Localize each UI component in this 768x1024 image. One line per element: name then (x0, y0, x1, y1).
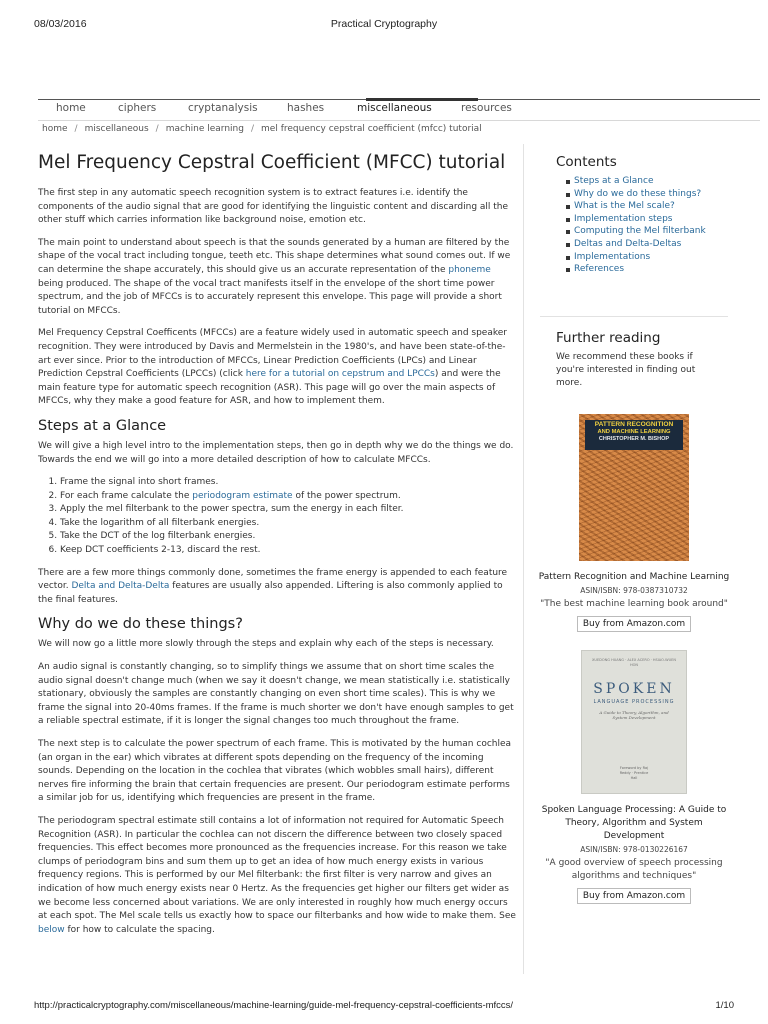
steps-list (38, 476, 516, 558)
nav-ciphers[interactable]: ciphers (118, 102, 157, 114)
book-quote: "The best machine learning book around" (540, 598, 728, 609)
breadcrumb-separator: / (250, 124, 255, 134)
cover-authors: XUEDONG HUANG · ALEX ACERO · HSIAO-WUEN HON (592, 657, 676, 667)
text-span: There are a few more things commonly done, sometimes the frame energy is appended to each feature vector. (38, 567, 508, 592)
print-date: 08/03/2016 (34, 18, 87, 30)
text-span: For each frame calculate the (60, 490, 193, 501)
breadcrumb-separator: / (155, 124, 159, 134)
why-paragraph-4 (38, 815, 516, 937)
cover-title-band (585, 420, 683, 450)
cover-title-word: SPOKEN (593, 680, 675, 697)
nav-hashes[interactable]: hashes (287, 102, 325, 114)
book-card-bishop (534, 414, 734, 632)
deltas-link[interactable]: Delta and Delta-Delta (71, 581, 170, 592)
why-paragraph-1: We will now go a little more slowly through the steps and explain why each of the steps is necessary. (38, 639, 494, 650)
cover-title-line: PATTERN RECOGNITION (594, 420, 674, 428)
step-item: 6. Keep DCT coefficients 2-13, discard the rest. (60, 544, 516, 558)
further-reading-text: We recommend these books if you're interested in finding out more. (556, 351, 696, 388)
toc-item-filterbank[interactable]: Computing the Mel filterbank (574, 225, 720, 238)
below-link[interactable]: below (38, 924, 65, 935)
why-paragraph-3: The next step is to calculate the power spectrum of each frame. This is motivated by the human cochlea (an organ in the ear) which vibrates at different spots depending on the frequency of the incoming sounds. Depending on the location in the cochlea that vibrates (which wobbles small hairs), different nerves fire informing the brain that certain frequencies are present. Our periodogram estimate performs a similar job for us, identifying which frequencies are present in the frame. (38, 739, 512, 804)
cover-publisher: Foreword by Raj Reddy · Prentice Hall (619, 765, 649, 780)
toc-item-why[interactable]: Why do we do these things? (574, 188, 720, 201)
text-span: The periodogram spectral estimate still contains a lot of information not required for Automatic Speech Recognition (ASR). In particular the cochlea can not discern the difference between two closely spaced frequencies. This effect becomes more pronounced as the frequencies increase. For this reason we take clumps of periodogram bins and sum them up to get an idea of how much energy exists in various frequency regions. This is performed by our Mel filterbank: the first filter is very narrow and gives an indication of how much energy exists near 0 Hertz. As the frequencies get higher our filters get wider as we become less concerned about variations. We are only interested in roughly how much energy occurs at each spot. The Mel scale tells us exactly how to space our filterbanks and how wide to make them. See (38, 815, 516, 922)
step-item: 1. Frame the signal into short frames. (60, 476, 516, 490)
intro-paragraph-3 (38, 327, 516, 409)
text-span: The main point to understand about speech is that the sounds generated by a human are filtered by the shape of the vocal tract including tongue, teeth etc. This shape determines what sound comes out. If we can determine the shape accurately, this should give us an accurate representation of the (38, 237, 511, 275)
toc-item-steps[interactable]: Steps at a Glance (574, 175, 720, 188)
book-card-spoken-language (534, 650, 734, 904)
cover-author-line: CHRISTOPHER M. BISHOP (598, 435, 670, 442)
breadcrumb-home[interactable]: home (42, 124, 68, 134)
sidebar-divider (540, 316, 728, 317)
further-reading-heading: Further reading (556, 329, 661, 346)
periodogram-link[interactable]: periodogram estimate (192, 490, 293, 501)
book-quote: "A good overview of speech processing algorithms and techniques" (545, 857, 723, 881)
article (38, 152, 516, 946)
toc-item-deltas[interactable]: Deltas and Delta-Deltas (574, 238, 720, 251)
breadcrumb-current: mel frequency cepstral coefficient (mfcc) tutorial (261, 124, 482, 134)
nav-resources[interactable]: resources (461, 102, 512, 114)
buy-amazon-button[interactable]: Buy from Amazon.com (577, 888, 691, 904)
print-page-number: 1/10 (715, 1000, 734, 1011)
buy-amazon-button[interactable]: Buy from Amazon.com (577, 616, 691, 632)
cover-subtitle: A Guide to Theory, Algorithm, and System Development (599, 709, 669, 720)
book-title: Pattern Recognition and Machine Learning (538, 571, 730, 582)
breadcrumb-separator: / (74, 124, 78, 134)
sidebar (538, 154, 730, 904)
book-asin: ASIN/ISBN: 978-0130226167 (580, 844, 688, 854)
steps-after-paragraph (38, 567, 516, 608)
print-title: Practical Cryptography (330, 18, 438, 30)
nav-cryptanalysis[interactable]: cryptanalysis (188, 102, 258, 114)
step-item: 5. Take the DCT of the log filterbank energies. (60, 530, 516, 544)
text-span: features are usually also appended. Liftering is also commonly applied to the final features. (38, 581, 503, 605)
nav-active-indicator (366, 98, 478, 101)
text-span: Mel Frequency Cepstral Coefficents (MFCCs) are a feature widely used in automatic speech and speaker recognition. They were introduced by Davis and Mermelstein in the 1980's, and have been state-of-the-art ever since. Prior to the introduction of MFCCs, Linear Prediction Coefficients (LPCs) and Linear Prediction Cepstral Coefficients (LPCCs) (click (38, 328, 507, 380)
phoneme-link[interactable]: phoneme (448, 264, 491, 275)
intro-paragraph-1: The first step in any automatic speech recognition system is to extract features i.e. identify the components of the audio signal that are good for identifying the linguistic content and discarding all the other stuff which carries information like background noise, emotion etc. (38, 188, 509, 226)
table-of-contents (574, 175, 720, 276)
toc-item-references[interactable]: References (574, 263, 720, 276)
steps-intro: We will give a high level intro to the implementation steps, then go in depth why we do the things we do. Towards the end we will go into a more detailed description of how to calculate MFCCs. (38, 440, 514, 465)
step-item (60, 490, 516, 504)
breadcrumb-machine-learning[interactable]: machine learning (165, 124, 244, 134)
book-asin: ASIN/ISBN: 978-0387310732 (580, 585, 688, 595)
column-divider (523, 144, 524, 974)
toc-item-mel-scale[interactable]: What is the Mel scale? (574, 200, 720, 213)
contents-heading: Contents (556, 154, 617, 170)
cover-title-line: AND MACHINE LEARNING (597, 428, 671, 435)
cepstrum-tutorial-link[interactable]: here for a tutorial on cepstrum and LPCCs (245, 369, 435, 380)
text-span: ) and were the main feature type for automatic speech recognition (ASR). This page will go over the main aspects of MFCCs, why they make a good feature for ASR, and how to implement them. (38, 369, 501, 407)
nav-miscellaneous[interactable]: miscellaneous (357, 102, 432, 114)
book-cover-image[interactable] (579, 414, 689, 561)
book-cover-image[interactable] (581, 650, 687, 794)
toc-item-implementation-steps[interactable]: Implementation steps (574, 213, 720, 226)
print-footer (34, 1000, 734, 1014)
text-span: for how to calculate the spacing. (64, 924, 215, 935)
intro-paragraph-2 (38, 237, 516, 319)
book-title: Spoken Language Processing: A Guide to Theory, Algorithm and System Development (541, 804, 727, 841)
toc-item-implementations[interactable]: Implementations (574, 251, 720, 264)
steps-heading: Steps at a Glance (38, 417, 167, 434)
text-span: being produced. The shape of the vocal tract manifests itself in the envelope of the short time power spectrum, and the job of MFCCs is to accurately represent this envelope. This page will provide a short tutorial on MFCCs. (38, 278, 502, 316)
main-nav (38, 99, 760, 121)
breadcrumb (42, 124, 482, 134)
further-reading (540, 330, 720, 390)
print-url: http://practicalcryptography.com/miscellaneous/machine-learning/guide-mel-frequency-cepstral-coefficients-mfccs/ (34, 1000, 514, 1011)
step-item: 4. Take the logarithm of all filterbank energies. (60, 517, 516, 531)
breadcrumb-miscellaneous[interactable]: miscellaneous (84, 124, 149, 134)
page-title: Mel Frequency Cepstral Coefficient (MFCC) tutorial (38, 152, 506, 173)
cover-title-line: LANGUAGE PROCESSING (593, 698, 675, 705)
why-heading: Why do we do these things? (38, 616, 243, 633)
step-item: 3. Apply the mel filterbank to the power spectra, sum the energy in each filter. (60, 503, 516, 517)
text-span: of the power spectrum. (292, 490, 401, 501)
print-header (34, 18, 734, 32)
why-paragraph-2: An audio signal is constantly changing, so to simplify things we assume that on short time scales the audio signal doesn't change much (when we say it doesn't change, we mean statistically i.e. statistically stationary, obviously the samples are constantly changing on even short time scales). This is why we frame the signal into 20-40ms frames. If the frame is much shorter we don't have enough samples to get a reliable spectral estimate, if it is longer the signal changes too much throughout the frame. (38, 662, 514, 727)
nav-home[interactable]: home (56, 102, 86, 114)
